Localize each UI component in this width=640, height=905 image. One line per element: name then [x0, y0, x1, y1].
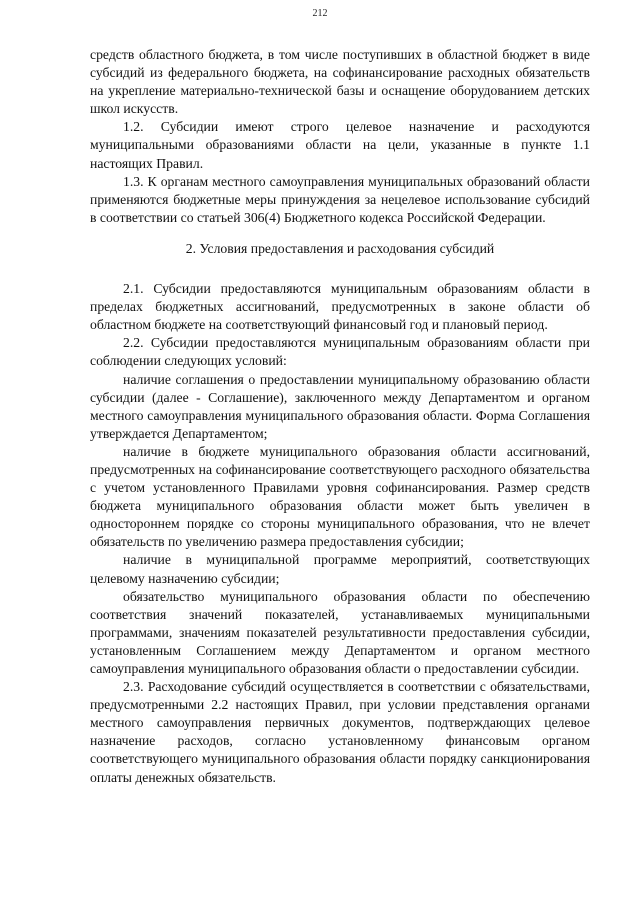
condition-budget-allocations: наличие в бюджете муниципального образования области ассигнований, предусмотренных на софинансирование соответствующего расходного обязательства с учетом установленного Правилами уровня софинансирования. Размер средств бюджета муниципального образования области может быть увеличен в одностороннем порядке со стороны муниципального образования, что не влечет обязательств по увеличению размера предоставления субсидии; — [90, 443, 590, 550]
section-heading: 2. Условия предоставления и расходования субсидий — [185, 240, 495, 256]
condition-indicator-obligation: обязательство муниципального образования области по обеспечению соответствия значений показателей, устанавливаемых муниципальными программами, значениям показателей результативности предоставления субсидии, установленным Соглашением между Департаментом и органом местного самоуправления муниципального образования области о предоставлении субсидии. — [90, 588, 590, 676]
page-number: 212 — [312, 8, 328, 19]
paragraph-2-2: 2.2. Субсидии предоставляются муниципальным образованиям области при соблюдении следующих условий: — [90, 335, 590, 369]
paragraph-1-3: 1.3. К органам местного самоуправления муниципальных образований области применяются бюджетные меры принуждения за нецелевое использование субсидий в соответствии со статьей 306(4) Бюджетного кодекса Российской Федерации. — [90, 173, 590, 225]
paragraph-2-3: 2.3. Расходование субсидий осуществляется в соответствии с обязательствами, предусмотренными 2.2 настоящих Правил, при условии представления органами местного самоуправления первичных документов, подтверждающих целевое назначение расходов, согласно установленному финансовым органом соответствующего муниципального образования области порядку санкционирования оплаты денежных обязательств. — [90, 679, 590, 785]
paragraph-1-2: 1.2. Субсидии имеют строго целевое назначение и расходуются муниципальными образованиями области на цели, указанные в пункте 1.1 настоящих Правил. — [90, 119, 590, 171]
document-body — [90, 46, 590, 787]
paragraph-continuation: средств областного бюджета, в том числе поступивших в областной бюджет в виде субсидий из федерального бюджета, на софинансирование расходных обязательств на укрепление материально-технической базы и оснащение оборудованием детских школ искусств. — [90, 47, 590, 117]
condition-agreement: наличие соглашения о предоставлении муниципальному образованию области субсидии (далее - Соглашение), заключенного между Департаментом и органом местного самоуправления муниципального образования области. Форма Соглашения утверждается Департаментом; — [90, 371, 590, 441]
condition-municipal-program: наличие в муниципальной программе мероприятий, соответствующих целевому назначению субсидии; — [90, 552, 590, 586]
paragraph-2-1: 2.1. Субсидии предоставляются муниципальным образованиям области в пределах бюджетных ассигнований, предусмотренных в законе области об областном бюджете на соответствующий финансовый год и плановый период. — [90, 281, 590, 333]
